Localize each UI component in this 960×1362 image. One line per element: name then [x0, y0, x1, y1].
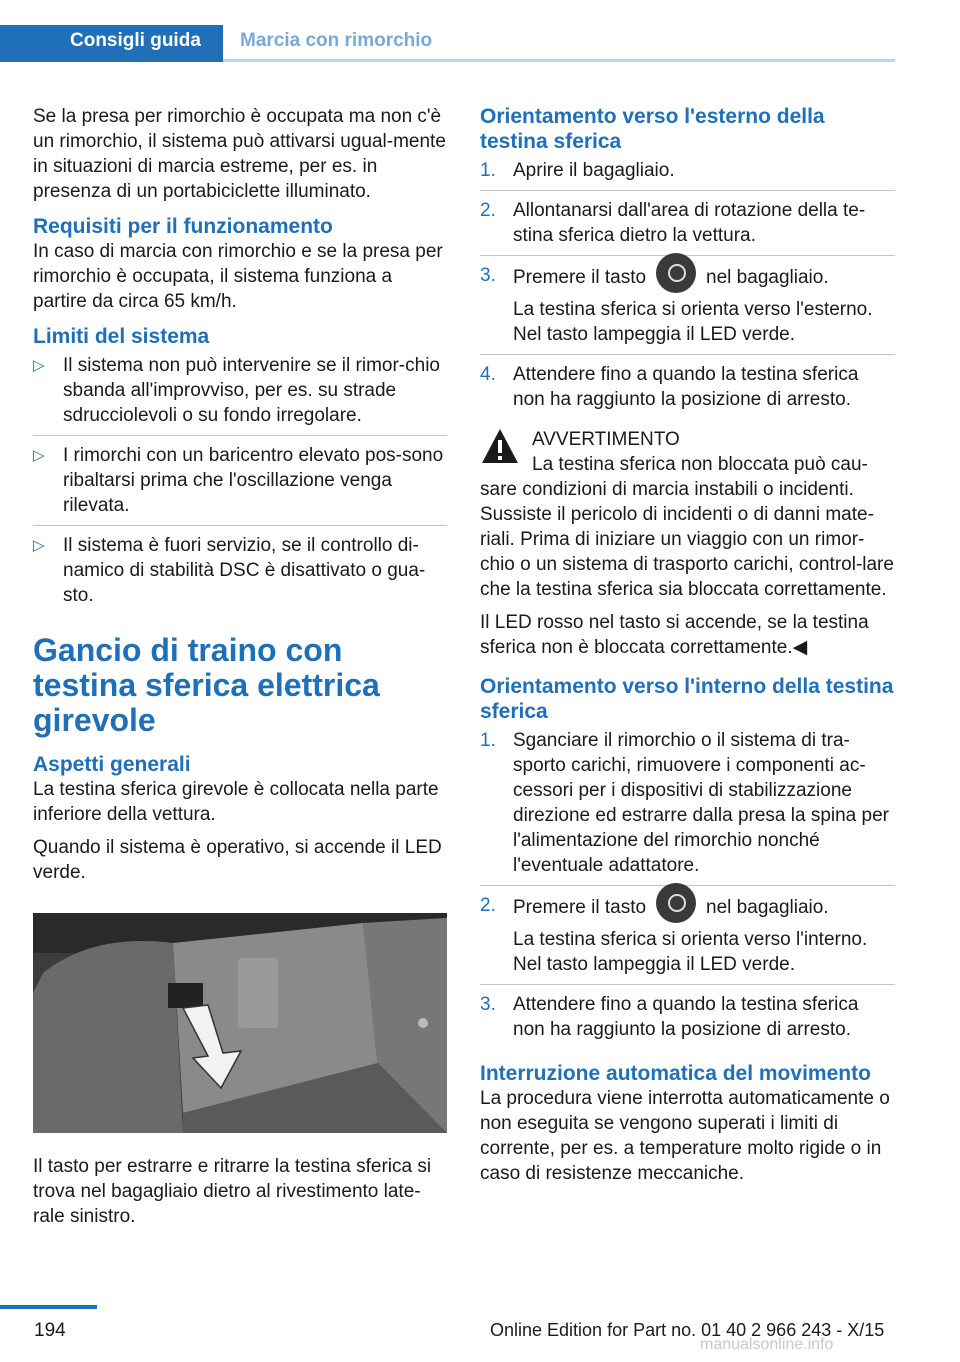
orient-out-heading: Orientamento verso l'esterno della testina sferica	[480, 105, 825, 153]
step-text: Aprire il bagagliaio.	[513, 160, 675, 181]
right-column	[480, 104, 895, 1194]
warning-text: La testina sferica non bloccata può cau-sare condizioni di marcia instabili o incidenti. Sussiste il pericolo di incidenti o di danni mate-riali. Prima di iniziare un viaggio con un rimor-chio o un sistema di trasporto carichi, control-lare che la testina sferica sia bloccata correttamente.	[480, 454, 894, 600]
trunk-photo	[33, 913, 447, 1133]
limits-heading: Limiti del sistema	[33, 325, 210, 348]
list-item-text: Il sistema non può intervenire se il rimor-chio sbanda all'improvviso, per es. su strade sdrucciolevoli o su fondo irregolare.	[63, 355, 440, 426]
list-item	[33, 443, 447, 526]
bullet-triangle-icon: ▷	[33, 537, 45, 554]
orient-in-steps	[480, 728, 895, 1049]
tab-consigli-guida[interactable]	[0, 25, 223, 62]
intro-paragraph: Se la presa per rimorchio è occupata ma non c'è un rimorchio, il sistema può attivarsi ugual-mente in situazioni di marcia estreme, per es. in presenza di un portabiciclette illuminato.	[33, 106, 446, 202]
general-heading: Aspetti generali	[33, 753, 191, 776]
list-item	[480, 263, 895, 355]
list-item	[33, 533, 447, 615]
header-divider	[223, 59, 895, 62]
requirements-heading: Requisiti per il funzionamento	[33, 215, 333, 238]
photo-caption: Il tasto per estrarre e ritrarre la testina sferica si trova nel bagagliaio dietro al rivestimento late-rale sinistro.	[33, 1156, 432, 1227]
general-paragraph-2: Quando il sistema è operativo, si accende il LED verde.	[33, 837, 442, 883]
warning-triangle-icon	[480, 427, 520, 467]
auto-stop-text: La procedura viene interrotta automaticamente o non eseguita se vengono superati i limiti di corrente, per es. a temperature molto rigide o in caso di resistenze meccaniche.	[480, 1088, 890, 1184]
left-column	[33, 104, 447, 1237]
list-item	[480, 893, 895, 985]
list-item-text: I rimorchi con un baricentro elevato pos-sono ribaltarsi prima che l'oscillazione venga rilevata.	[63, 445, 444, 516]
requirements-text: In caso di marcia con rimorchio e se la presa per rimorchio è occupata, il sistema funziona a partire da circa 65 km/h.	[33, 241, 443, 312]
list-item-text: Il sistema è fuori servizio, se il controllo di-namico di stabilità DSC è disattivato o gua-sto.	[63, 535, 426, 606]
section-title: Gancio di traino con testina sferica elettrica girevole	[33, 632, 380, 738]
warning-after-text: Il LED rosso nel tasto si accende, se la testina sferica non è bloccata correttamente.◀	[480, 612, 869, 658]
ball-head-button-icon	[656, 253, 696, 293]
list-item	[480, 158, 895, 191]
warning-box	[480, 427, 895, 602]
step-text: Sganciare il rimorchio o il sistema di tra-sporto carichi, rimuovere i componenti ac-cessori per i dispositivi di stabilizzazione direzione ed estrarre dalla presa la spina per l'alimentazione del rimorchio nonché l'eventuale adattatore.	[513, 730, 889, 876]
step-text: Allontanarsi dall'area di rotazione della te-stina sferica dietro la vettura.	[513, 200, 866, 246]
list-item	[33, 353, 447, 436]
step-text: Attendere fino a quando la testina sferica non ha raggiunto la posizione di arresto.	[513, 994, 859, 1040]
step-number: 4.	[480, 364, 496, 385]
watermark: manualsonline.info	[700, 1336, 834, 1353]
list-item	[480, 992, 895, 1049]
step-text: Attendere fino a quando la testina sferica non ha raggiunto la posizione di arresto.	[513, 364, 859, 410]
step-number: 1.	[480, 730, 496, 751]
list-item	[480, 728, 895, 886]
step-text: Premere il tasto	[513, 267, 647, 289]
step-number: 3.	[480, 994, 496, 1015]
footer-accent-line	[0, 1305, 97, 1309]
bullet-triangle-icon: ▷	[33, 447, 45, 464]
header-tabs	[0, 0, 895, 62]
step-result: La testina sferica si orienta verso l'esterno. Nel tasto lampeggia il LED verde.	[513, 299, 873, 345]
orient-in-heading: Orientamento verso l'interno della testina sferica	[480, 675, 894, 723]
step-number: 3.	[480, 265, 496, 286]
ball-head-button-icon	[656, 883, 696, 923]
tab-consigli-guida-label: Consigli guida	[70, 30, 201, 51]
step-number: 1.	[480, 160, 496, 181]
step-number: 2.	[480, 200, 496, 221]
general-paragraph-1: La testina sferica girevole è collocata nella parte inferiore della vettura.	[33, 779, 439, 825]
warning-title: AVVERTIMENTO	[532, 429, 680, 450]
step-text: Premere il tasto	[513, 897, 647, 919]
auto-stop-heading: Interruzione automatica del movimento	[480, 1062, 871, 1085]
step-text-after: nel bagagliaio.	[706, 897, 829, 919]
bullet-triangle-icon: ▷	[33, 357, 45, 374]
page-number: 194	[34, 1320, 66, 1341]
list-item	[480, 362, 895, 419]
orient-out-steps	[480, 158, 895, 419]
limits-list	[33, 353, 447, 615]
tab-marcia-con-rimorchio[interactable]: Marcia con rimorchio	[240, 30, 433, 51]
list-item	[480, 198, 895, 256]
edition-text: Online Edition for Part no. 01 40 2 966 243 - X/15	[490, 1320, 885, 1340]
step-text-after: nel bagagliaio.	[706, 267, 829, 289]
step-result: La testina sferica si orienta verso l'interno. Nel tasto lampeggia il LED verde.	[513, 929, 868, 975]
step-number: 2.	[480, 895, 496, 916]
